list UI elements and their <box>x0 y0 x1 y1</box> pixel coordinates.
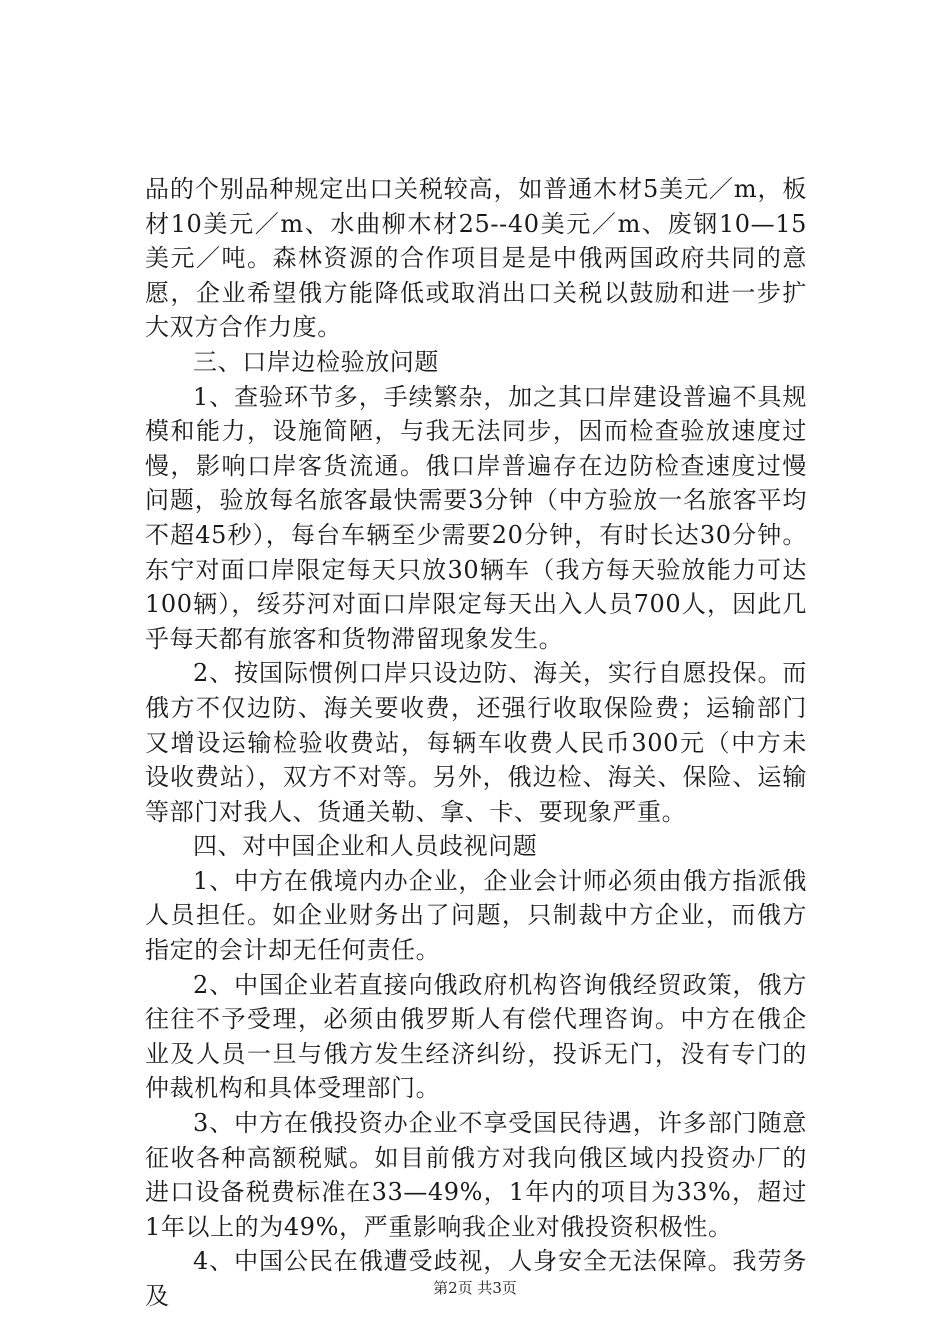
paragraph-3-1: 1、查验环节多，手续繁杂，加之其口岸建设普遍不具规模和能力，设施简陋，与我无法同步，因而检查验放速度过慢，影响口岸客货流通。俄口岸普遍存在边防检查速度过慢问题，验放每名旅客最快需要3分钟（中方验放一名旅客平均不超45秒），每台车辆至少需要20分钟，有时长达30分钟。东宁对面口岸限定每天只放30辆车（我方每天验放能力可达100辆），绥芬河对面口岸限定每天出入人员700人，因此几乎每天都有旅客和货物滞留现象发生。 <box>145 382 807 653</box>
paragraph-4-4: 4、中国公民在俄遭受歧视，人身安全无法保障。我劳务及 <box>145 1247 807 1310</box>
paragraph-3-2: 2、按国际惯例口岸只设边防、海关，实行自愿投保。而俄方不仅边防、海关要收费，还强行收取保险费；运输部门又增设运输检验收费站，每辆车收费人民币300元（中方未设收费站），双方不对等。另外，俄边检、海关、保险、运输等部门对我人、货通关勒、拿、卡、要现象严重。 <box>145 659 807 826</box>
paragraph-4-2: 2、中国企业若直接向俄政府机构咨询俄经贸政策，俄方往往不予受理，必须由俄罗斯人有偿代理咨询。中方在俄企业及人员一旦与俄方发生经济纠纷，投诉无门，没有专门的仲裁机构和具体受理部门。 <box>145 970 807 1103</box>
paragraph-4-1: 1、中方在俄境内办企业，企业会计师必须由俄方指派俄人员担任。如企业财务出了问题，只制裁中方企业，而俄方指定的会计却无任何责任。 <box>145 866 807 965</box>
page-number-footer: 第2页 共3页 <box>433 1279 517 1297</box>
section-heading-3: 三、口岸边检验放问题 <box>193 347 439 376</box>
paragraph-4-3: 3、中方在俄投资办企业不享受国民待遇，许多部门随意征收各种高额税赋。如目前俄方对我向俄区域内投资办厂的进口设备税费标准在33—49%，1年内的项目为33%，超过1年以上的为49%，严重影响我企业对俄投资积极性。 <box>145 1109 807 1241</box>
document-body <box>145 172 807 1314</box>
paragraph-continued: 品的个别品种规定出口关税较高，如普通木材5美元／m，板材10美元／m、水曲柳木材25--40美元／m、废钢10—15美元／吨。森林资源的合作项目是是中俄两国政府共同的意愿，企业希望俄方能降低或取消出口关税以鼓励和进一步扩大双方合作力度。 <box>145 175 807 342</box>
section-heading-4: 四、对中国企业和人员歧视问题 <box>193 832 538 861</box>
